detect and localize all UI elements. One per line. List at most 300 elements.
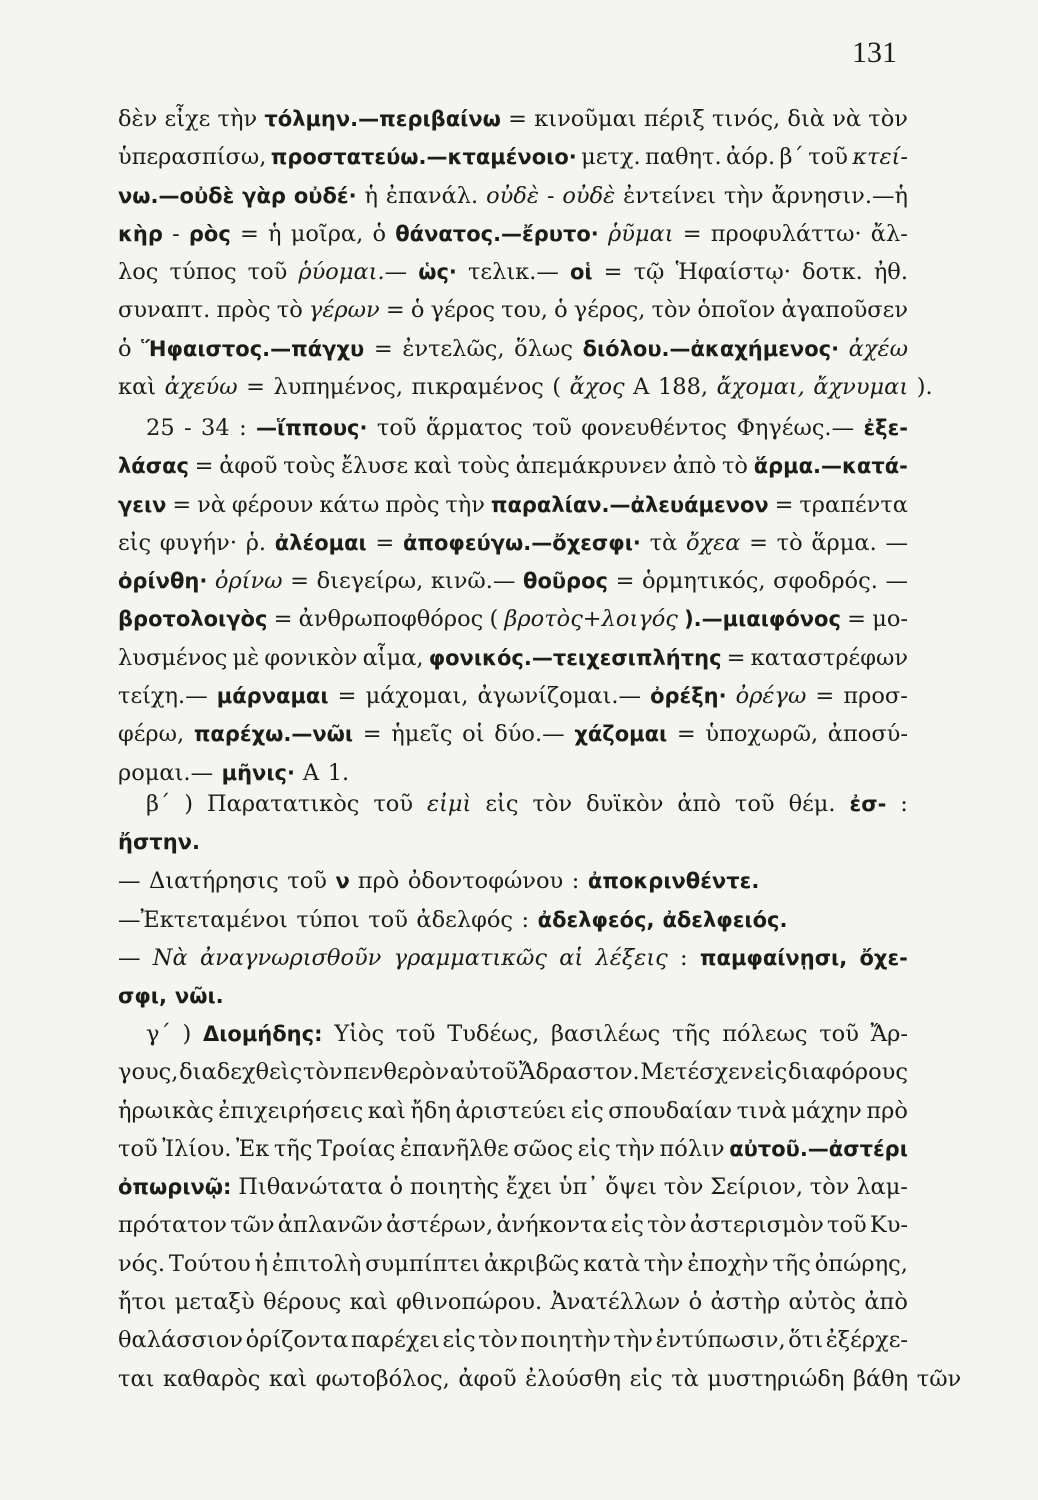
word: ἄχος [569, 374, 625, 401]
word: = [385, 297, 405, 324]
text-line [118, 977, 908, 1015]
word: γέρος, [573, 297, 646, 324]
word: Τροίας [316, 1135, 396, 1162]
word: τοῦ [368, 907, 408, 933]
word: τοῦ [376, 415, 417, 441]
word: 188, [657, 374, 709, 401]
text-line [118, 1130, 908, 1168]
word: μὲ [232, 644, 260, 671]
word: βροτὸς+λοιγός [504, 606, 678, 633]
word: ἐντείνει [623, 182, 716, 209]
word: γραμματικῶς [393, 945, 547, 971]
word: Υἱὸς [334, 1021, 385, 1047]
word: γέρων [308, 297, 380, 324]
word: τὸ [776, 529, 803, 556]
word: = [682, 220, 702, 247]
word: λαμ- [856, 1174, 908, 1201]
word: παραλίαν.—ἀλευάμενον [490, 492, 769, 517]
word: = [603, 259, 623, 286]
word: αὐτοῦ [449, 1059, 519, 1086]
word: Διατήρησις [149, 868, 279, 894]
word: — [885, 529, 908, 556]
word: διὰ [787, 106, 825, 132]
text-line [118, 901, 908, 939]
word: κτεί- [852, 144, 908, 171]
word: διεγείρω, [316, 568, 424, 595]
word: ἤτοι [118, 1289, 167, 1316]
word: διαδεχθεὶς [179, 1059, 303, 1086]
word: = [615, 568, 635, 595]
word: τὰ [671, 1365, 699, 1392]
word: ἀγαποῦσεν [781, 297, 908, 324]
word: οἱ [462, 721, 485, 748]
word: θέμ. [788, 791, 836, 817]
page-number: 131 [852, 36, 897, 69]
word: γ΄ [146, 1021, 171, 1047]
word: τὸ [721, 453, 748, 480]
text-line [118, 1092, 908, 1130]
paragraph [118, 100, 933, 406]
word: σφι, [118, 984, 167, 1009]
word: τοῦ [118, 1135, 158, 1162]
word: = [337, 683, 357, 710]
word: τοὺς [457, 453, 510, 480]
text-line [118, 215, 908, 253]
text-line [118, 524, 908, 562]
word: δυϊκὸν [586, 791, 664, 817]
word: σφοδρός. [773, 568, 878, 595]
word: ὁποῖον [697, 297, 776, 324]
word: λάσας [118, 454, 189, 479]
word: = [676, 721, 696, 748]
word: ἔχει [505, 1174, 552, 1201]
word: τῆς [273, 1135, 313, 1162]
word: — [118, 945, 141, 971]
word: ὡς· [418, 260, 457, 285]
word: ὄχεα [685, 529, 741, 556]
paragraph [118, 939, 908, 1016]
word: Μετέσχεν [640, 1059, 754, 1086]
word: εἰς [754, 1059, 788, 1086]
word: ρομαι.— [118, 759, 214, 786]
word: εἰς [485, 791, 519, 817]
word: = [774, 491, 794, 518]
word: - [184, 415, 192, 441]
word: τὸν [302, 1059, 343, 1086]
word: τὸν [663, 1174, 704, 1201]
word: ὀπωρινῷ: [118, 1175, 232, 1200]
word: ἀποσύ- [827, 721, 908, 748]
word: Ἰλίου. [162, 1135, 232, 1162]
word: ἀόρ. [726, 144, 776, 171]
word: προστατεύω.—κταμένοιο· [270, 145, 577, 170]
word: ). [916, 374, 933, 401]
word: φονικὸν [264, 644, 358, 671]
word: = [373, 335, 393, 362]
word: τὴν [723, 182, 764, 209]
word: τινὰ [736, 1097, 787, 1124]
word: ἀγωνίζομαι.— [477, 683, 641, 710]
word: Ἥφαιστος.—πάγχυ [141, 336, 365, 361]
word: ἐπανάλ. [385, 182, 479, 209]
word: μάρναμαι [216, 684, 329, 709]
word: εἰς [629, 1365, 663, 1392]
word: προσ- [843, 683, 908, 710]
word: 1. [327, 759, 350, 786]
word: ὄχε- [859, 946, 908, 970]
word: Ἐκ [236, 1135, 270, 1162]
word: μῆνις· [221, 760, 295, 785]
word: β΄ [146, 791, 171, 817]
word: δύο.— [494, 721, 565, 748]
word: νὰ [197, 491, 226, 518]
word: Α [633, 374, 650, 401]
word: τοῦ [819, 1021, 859, 1047]
word: καὶ [118, 374, 157, 401]
word: προφυλάττω· [710, 220, 862, 247]
word: καὶ [413, 453, 452, 480]
word: νὰ [832, 106, 862, 132]
word: : [900, 791, 908, 817]
word: θοῦρος [523, 569, 608, 594]
word: αἷμα, [362, 644, 424, 671]
word: ἠθ. [873, 259, 908, 286]
word: εἰμὶ [427, 791, 472, 817]
word: ἡ [268, 220, 282, 247]
word: ται [118, 1365, 155, 1392]
word: ἀπὸ [677, 791, 721, 817]
word: τὸν [532, 791, 573, 817]
word: παρέχω.—νῶι [193, 722, 354, 747]
word: ἀκριβῶς [484, 1250, 580, 1277]
text-line [118, 447, 908, 485]
word: δοτκ. [801, 259, 863, 286]
word: τύπος [169, 259, 237, 286]
word: = [375, 529, 395, 556]
word: τὸν [647, 1212, 687, 1239]
word: τὴν [445, 491, 485, 518]
word: Ἀνατέλλων [550, 1289, 681, 1316]
word: ἀποκρινθέντε. [587, 869, 760, 893]
word: ἐντύπωσιν, [655, 1327, 786, 1354]
word: καταστρέφων [750, 644, 908, 671]
word: πόλεως [722, 1021, 808, 1047]
word: εἶχε [164, 106, 211, 132]
word: ἤστην. [118, 830, 200, 855]
word: τὸν [809, 1174, 850, 1201]
word: ἀποφεύγω.—ὄχεσφι· [402, 530, 641, 555]
word: πόλιν [659, 1135, 725, 1162]
word: τοῦ [734, 791, 775, 817]
word: τὰ [649, 529, 678, 556]
word: ὁ [389, 1174, 404, 1201]
word: πρὸς [216, 297, 271, 324]
word: ὁρίζοντα [245, 1327, 349, 1354]
text-line [118, 1053, 908, 1091]
text-line [118, 100, 908, 138]
word: Ἄδραστον. [518, 1059, 640, 1086]
word: — [885, 568, 908, 595]
word: μετχ. [581, 144, 641, 171]
text-line [146, 409, 908, 447]
word: οἱ [569, 260, 593, 285]
word: : [571, 868, 580, 894]
word: μυστηριώδη [707, 1365, 845, 1392]
word: Παρατατικὸς [207, 791, 360, 817]
word: οὐδὲ [562, 182, 616, 209]
word: ὑπερασπίσω, [118, 144, 267, 171]
word: ἀχέω [848, 335, 908, 362]
word: αὐτοῦ.—ἀστέρι [729, 1136, 908, 1161]
word: βάθη [852, 1365, 909, 1392]
word: τῷ [633, 259, 665, 286]
text-line [118, 715, 908, 753]
word: ἅρματος [425, 415, 523, 441]
word: εἰς [570, 1097, 604, 1124]
word: = [273, 606, 293, 633]
word: ἀδελφός [416, 907, 513, 933]
word: ἀλέομαι [274, 530, 367, 555]
word: φθινοπώρου. [396, 1289, 543, 1316]
word: - [546, 182, 555, 209]
word: —ἵππους· [256, 416, 368, 440]
word: γειν [118, 492, 167, 517]
word: Σείριον, [710, 1174, 803, 1201]
word: ἐξέρχε- [825, 1327, 908, 1354]
word: ἤδη [410, 1097, 451, 1124]
word: παθητ. [645, 144, 722, 171]
word: ἀναγνωρισθοῦν [199, 945, 382, 971]
word: τῶν [230, 1212, 275, 1239]
word: ὁ [118, 335, 132, 362]
word: οὐδὲ [486, 182, 539, 209]
word: τοῦ [287, 868, 327, 894]
word: = [240, 220, 259, 247]
word: τὸν [651, 297, 692, 324]
word: — [118, 868, 141, 894]
word: ἀπεμάκρυνεν [515, 453, 668, 480]
word: νῶι. [174, 984, 224, 1009]
word: = [508, 106, 527, 132]
word: ὀρίνθη· [118, 569, 208, 594]
word: Νὰ [152, 945, 188, 971]
word: ὀρέξη· [650, 684, 727, 709]
word: : [680, 945, 688, 971]
word: φέρω, [118, 721, 185, 748]
word: λυσμένος [118, 644, 228, 671]
word: ὀρέγω [735, 683, 807, 710]
word: ὑπ᾽ [558, 1174, 599, 1201]
word: ἡρωικὰς [118, 1097, 214, 1124]
paragraph [118, 409, 908, 792]
word: συναπτ. [118, 297, 211, 324]
word: : [521, 907, 530, 933]
word: Πιθανώτατα [238, 1174, 383, 1201]
word: κάτω [319, 491, 380, 518]
word: αὐτὸς [788, 1289, 857, 1316]
word: τόλμην.—περιβαίνω [264, 107, 501, 131]
word: ἄρνησιν.—ἡ [771, 182, 908, 209]
word: ἡ [254, 1250, 269, 1277]
word: ῥῦμαι [607, 220, 674, 247]
word: μοῖρα, [290, 220, 364, 247]
word: εἰς [118, 529, 152, 556]
word: δὲν [118, 106, 158, 132]
word: Α [302, 759, 320, 786]
text-line [118, 862, 908, 900]
word: ὁ [688, 1289, 703, 1316]
text-line [146, 785, 908, 823]
text-line [118, 1206, 908, 1244]
word: πενθερὸν [343, 1059, 450, 1086]
word: λυπημένος, [273, 374, 403, 401]
word: —Ἐκτεταμένοι [118, 907, 288, 933]
word: του, [501, 297, 548, 324]
word: ἀστερισμὸν [689, 1212, 824, 1239]
word: φονικός.—τειχεσιπλήτης [428, 645, 722, 670]
word: ἔλυσε [341, 453, 409, 480]
word: = [749, 529, 768, 556]
text-line [118, 677, 908, 715]
word: θαλάσσιον [118, 1327, 243, 1354]
word: ἀπλανῶν [277, 1212, 383, 1239]
word: διόλου.—ἀκαχήμενος· [582, 336, 840, 361]
word: ( [552, 374, 562, 401]
word: μάχομαι, [365, 683, 469, 710]
word: ἀνθρωποφθόρος [298, 606, 484, 633]
word: καθαρὸς [163, 1365, 261, 1392]
word: ῥ. [245, 529, 267, 556]
word: ἄχνυμαι [813, 374, 909, 401]
word: μάχην [791, 1097, 862, 1124]
word: = [847, 606, 866, 633]
word: ρὸς [188, 221, 231, 246]
word: 34 [201, 415, 230, 441]
word: : [239, 415, 247, 441]
word: = [246, 374, 265, 401]
word: παρέχει [350, 1327, 440, 1354]
word: τῆς [671, 1021, 711, 1047]
word: τῶν [916, 1365, 962, 1392]
word: Διομήδης: [202, 1022, 323, 1046]
word: λος [118, 259, 159, 286]
text-line [118, 1321, 908, 1359]
word: = [194, 453, 214, 480]
word: ὄψει [605, 1174, 657, 1201]
word: ὀρίνω [214, 568, 283, 595]
word: - [172, 220, 180, 247]
word: νός. [118, 1250, 165, 1277]
text-line [118, 177, 908, 215]
text-line [118, 138, 908, 176]
word: πικραμένος [411, 374, 544, 401]
word: πρὸ [357, 868, 400, 894]
word: κατὰ [583, 1250, 641, 1277]
word: 25 [146, 415, 175, 441]
word: ἀδελφειός. [662, 908, 788, 932]
word: φωτοβόλος, [315, 1365, 450, 1392]
word: τελικ.— [467, 259, 559, 286]
word: ἀπὸ [864, 1289, 908, 1316]
word: ὅλως [514, 335, 573, 362]
word: παμφαίνῃσι, [699, 946, 848, 970]
word: Ἡφαίστῳ· [675, 259, 791, 286]
word: τύποι [296, 907, 360, 933]
word: τὴν [613, 1327, 653, 1354]
text-line [146, 1015, 908, 1053]
word: ὁρμητικός, [642, 568, 766, 595]
word: τῆς [772, 1250, 811, 1277]
word: ἅρμα.—κατά- [753, 454, 908, 479]
word: ἀριστεύει [455, 1097, 567, 1124]
word: βροτολοιγὸς [118, 607, 268, 632]
word: ῥύομαι.— [298, 259, 408, 286]
word: κὴρ [118, 221, 163, 246]
word: τοῦ [395, 1021, 436, 1047]
text-line [118, 291, 908, 329]
paragraph [118, 901, 908, 939]
word: ) [182, 1021, 192, 1047]
word: ἐποχὴν [687, 1250, 769, 1277]
word: = [362, 721, 382, 748]
word: = [815, 683, 835, 710]
word: νω.—οὐδὲ [118, 183, 235, 208]
word: ἀχεύω [164, 374, 238, 401]
word: τὸ [276, 297, 303, 324]
word: ν [335, 869, 350, 893]
text-line [118, 823, 908, 861]
text-line [118, 562, 908, 600]
word: διαφόρους [788, 1059, 908, 1086]
word: πέριξ [643, 106, 705, 132]
word: αἱ [559, 945, 584, 971]
word: τινός, [711, 106, 781, 132]
word: τὸν [478, 1327, 518, 1354]
word: ) [184, 791, 194, 817]
text-line [118, 1283, 908, 1321]
word: τοῦ [373, 791, 414, 817]
word: ἐλούσθη [525, 1365, 622, 1392]
word: ἄχομαι, [716, 374, 805, 401]
word: κινοῦμαι [534, 106, 637, 132]
word: ἡμεῖς [391, 721, 453, 748]
text-line [118, 600, 908, 638]
paragraph [118, 785, 908, 862]
word: πρότατον [118, 1212, 227, 1239]
word: μεταξὺ [174, 1289, 255, 1316]
text-line [118, 1360, 962, 1398]
word: ἄλ- [870, 220, 908, 247]
word: τοῦ [808, 144, 848, 171]
word: ἐπιτολὴ [271, 1250, 362, 1277]
word: οὐδέ· [293, 183, 357, 208]
word: ὁ [372, 220, 387, 247]
word: ἀδελφεός, [537, 908, 655, 932]
word: τὴν [615, 1135, 655, 1162]
word: γὰρ [242, 183, 286, 208]
word: λέξεις [595, 945, 668, 971]
word: χάζομαι [574, 722, 668, 747]
word: καὶ [349, 1289, 388, 1316]
word: ( [489, 606, 499, 633]
word: ἀφοῦ [458, 1365, 517, 1392]
word: = [172, 491, 192, 518]
word: ὅτι [788, 1327, 824, 1354]
word: καὶ [367, 1097, 406, 1124]
word: Ἄρ- [870, 1021, 908, 1047]
word: Κυ- [869, 1212, 908, 1239]
paragraph [118, 1015, 962, 1398]
